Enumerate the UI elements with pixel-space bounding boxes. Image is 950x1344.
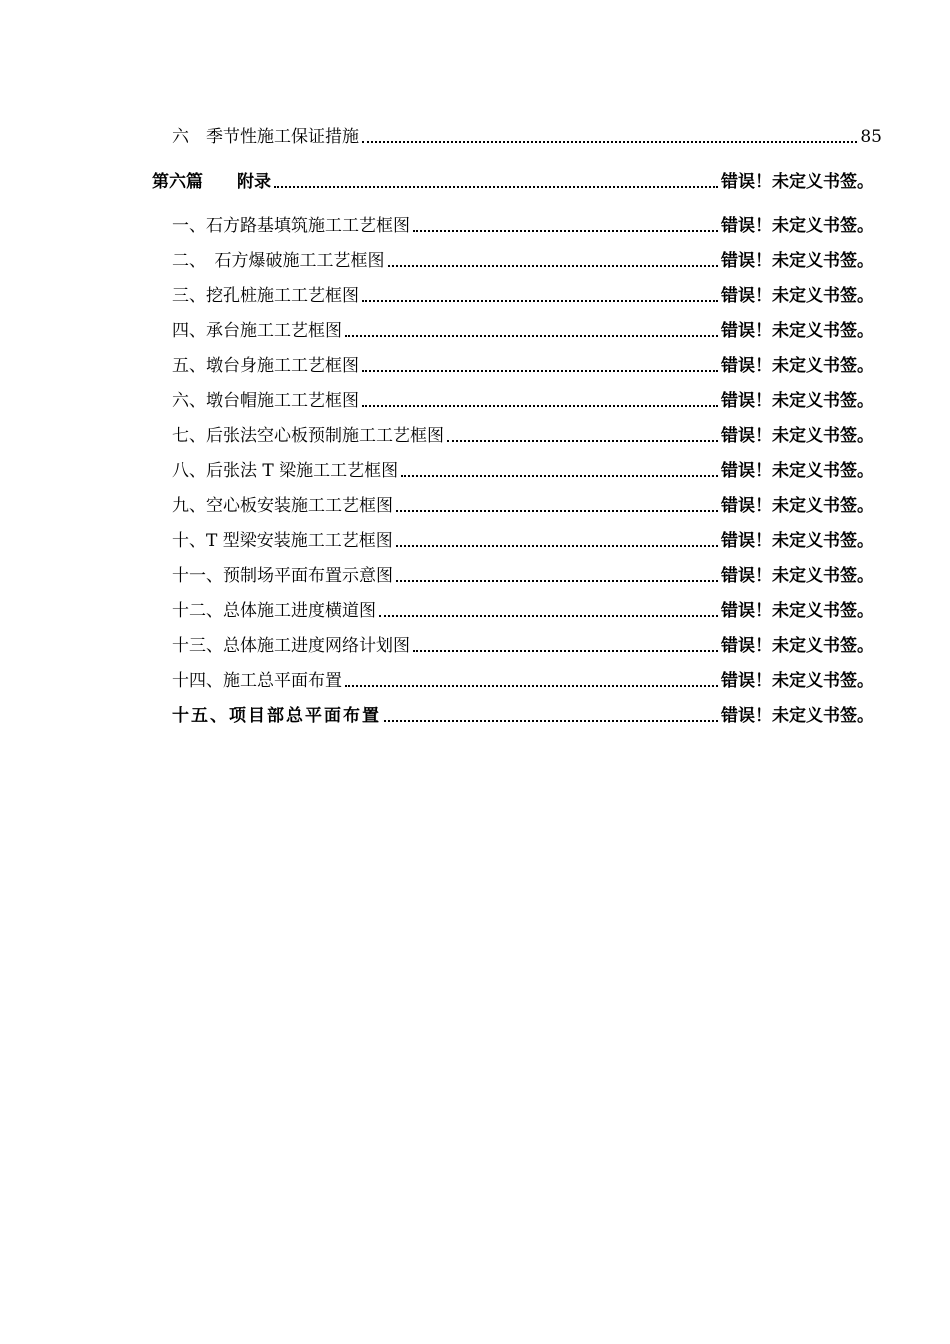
toc-entry-label: 一、石方路基填筑施工工艺框图 <box>172 216 410 236</box>
toc-page-number: 85 <box>860 127 882 147</box>
toc-entry[interactable] <box>172 596 874 622</box>
toc-entry[interactable] <box>172 386 874 412</box>
toc-entry-label: 二、 石方爆破施工工艺框图 <box>172 251 385 271</box>
dot-leader <box>388 264 719 267</box>
dot-leader <box>274 185 718 188</box>
toc-page-ref-error: 错误！未定义书签。 <box>721 496 874 516</box>
dot-leader <box>396 509 718 512</box>
toc-page-ref-error: 错误！未定义书签。 <box>721 636 874 656</box>
toc-entry-label: 六 季节性施工保证措施 <box>172 127 359 147</box>
toc-entry[interactable] <box>172 211 874 237</box>
toc-entry-label: 六、墩台帽施工工艺框图 <box>172 391 359 411</box>
toc-page-ref-error: 错误！未定义书签。 <box>721 531 874 551</box>
toc-entry[interactable] <box>172 701 874 727</box>
toc-page-ref-error: 错误！未定义书签。 <box>721 286 874 306</box>
toc-entry[interactable] <box>172 631 874 657</box>
toc-entry-label: 十四、施工总平面布置 <box>172 671 342 691</box>
toc-entry[interactable] <box>172 666 874 692</box>
toc-entry[interactable] <box>172 561 874 587</box>
dot-leader <box>413 229 718 232</box>
dot-leader <box>401 474 718 477</box>
toc-entry[interactable] <box>172 281 874 307</box>
toc-entry[interactable] <box>172 246 874 272</box>
toc-entry-label: 十一、预制场平面布置示意图 <box>172 566 393 586</box>
toc-entry[interactable] <box>172 316 874 342</box>
toc-page-ref-error: 错误！未定义书签。 <box>721 356 874 376</box>
dot-leader <box>447 439 718 442</box>
dot-leader <box>396 579 718 582</box>
toc-entry-label: 七、后张法空心板预制施工工艺框图 <box>172 426 444 446</box>
toc-page-ref-error: 错误！未定义书签。 <box>721 391 874 411</box>
dot-leader <box>362 140 857 143</box>
toc-section-label: 第六篇 附录 <box>152 172 271 192</box>
toc-entry[interactable] <box>172 122 882 148</box>
toc-entry-label: 十五、项目部总平面布置 <box>172 706 381 726</box>
toc-page-ref-error: 错误！未定义书签。 <box>721 321 874 341</box>
dot-leader <box>362 369 718 372</box>
dot-leader <box>362 299 718 302</box>
toc-page-ref-error: 错误！未定义书签。 <box>721 251 874 271</box>
dot-leader <box>362 404 718 407</box>
dot-leader <box>345 334 718 337</box>
toc-page-ref-error: 错误！未定义书签。 <box>721 706 874 726</box>
toc-page-ref-error: 错误！未定义书签。 <box>721 426 874 446</box>
toc-entry-label: 十三、总体施工进度网络计划图 <box>172 636 410 656</box>
dot-leader <box>396 544 718 547</box>
dot-leader <box>413 649 718 652</box>
toc-page-ref-error: 错误！未定义书签。 <box>721 601 874 621</box>
toc-entry[interactable] <box>172 421 874 447</box>
toc-page-ref-error: 错误！未定义书签。 <box>721 671 874 691</box>
toc-entry-label: 五、墩台身施工工艺框图 <box>172 356 359 376</box>
toc-entry-label: 四、承台施工工艺框图 <box>172 321 342 341</box>
toc-page-ref-error: 错误！未定义书签。 <box>721 461 874 481</box>
toc-page-ref-error: 错误！未定义书签。 <box>721 566 874 586</box>
toc-page-ref-error: 错误！未定义书签。 <box>721 172 874 192</box>
toc-entry[interactable] <box>172 456 874 482</box>
toc-entry-label: 八、后张法 T 梁施工工艺框图 <box>172 461 399 481</box>
toc-entry[interactable] <box>172 526 874 552</box>
toc-section-heading[interactable] <box>152 167 874 193</box>
dot-leader <box>379 614 718 617</box>
toc-entry-label: 三、挖孔桩施工工艺框图 <box>172 286 359 306</box>
toc-page-ref-error: 错误！未定义书签。 <box>721 216 874 236</box>
dot-leader <box>384 719 718 722</box>
toc-entry-label: 十二、总体施工进度横道图 <box>172 601 376 621</box>
toc-entry-label: 九、空心板安装施工工艺框图 <box>172 496 393 516</box>
toc-entry-label: 十、T 型梁安装施工工艺框图 <box>172 531 393 551</box>
toc-entry[interactable] <box>172 351 874 377</box>
toc-entry[interactable] <box>172 491 874 517</box>
dot-leader <box>345 684 718 687</box>
